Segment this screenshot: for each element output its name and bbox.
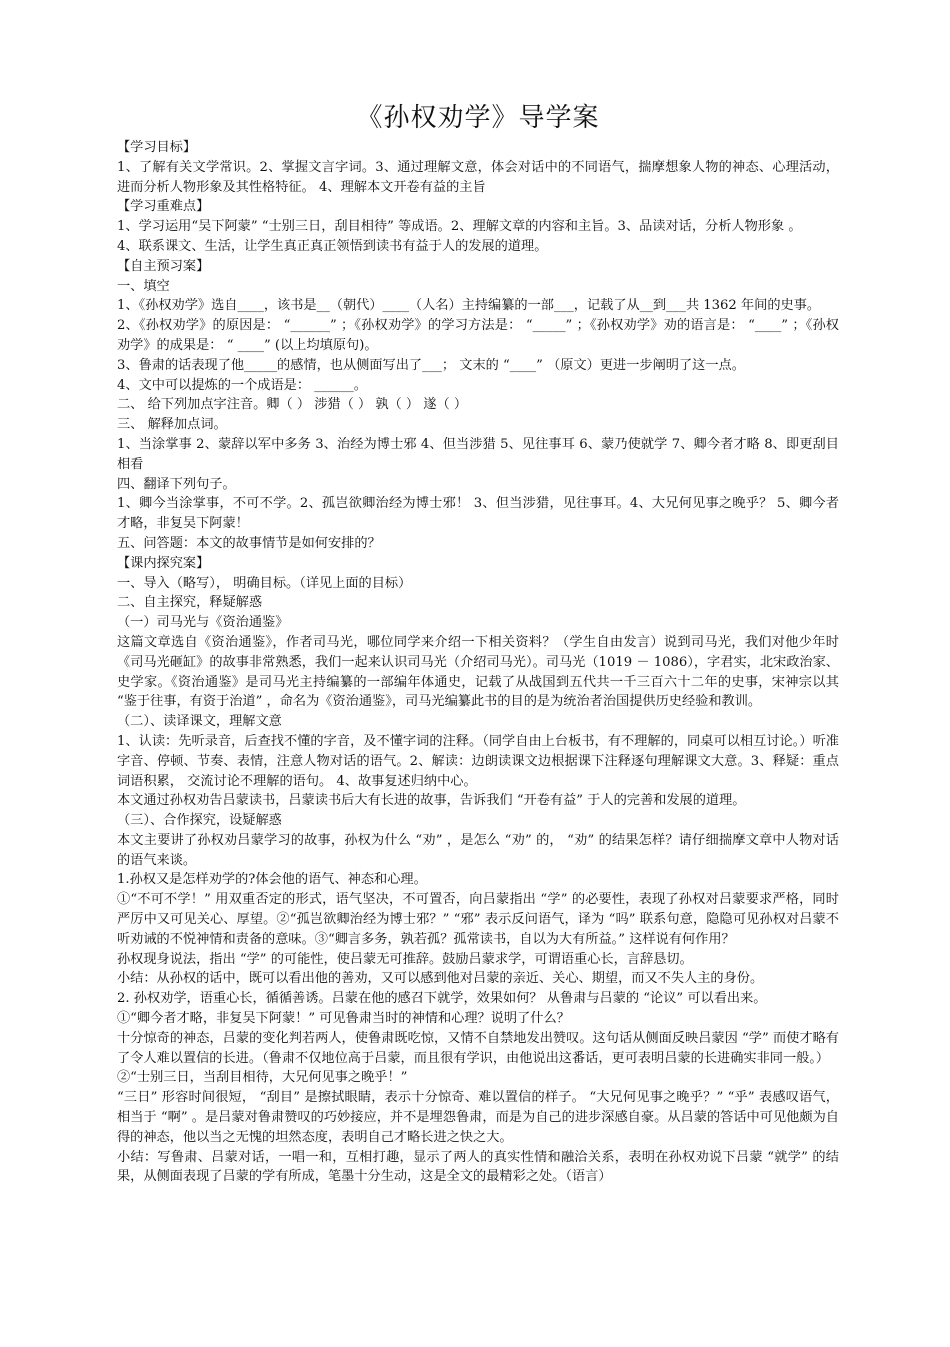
heading-key-points: 【学习重难点】 [117, 199, 210, 215]
paragraph: 这篇文章选自《资治通鉴》，作者司马光，哪位同学来介绍一下相关资料？（学生自由发言）说到司马光，我们对他少年时《司马光砸缸》的故事非常熟悉，我们一起来认识司马光（介绍司马光）。司马光（1019 － 1086），字君实，北宋政治家、史学家。《资治通鉴》是司马光主持编纂的一部编年体通史，记载了从战国到五代共一千三百六十二年的史事，宋神宗以其 “鉴于往事，有资于治道” ，命名为《资治通鉴》，司马光编纂此书的目的是为统治者治国提供历史经验和教训。 [117, 634, 839, 710]
heading-self-preview: 【自主预习案】 [117, 258, 210, 274]
section-heading: 四、翻译下列句子。 [117, 476, 236, 492]
section-heading: 三、 解释加点词。 [117, 417, 227, 433]
paragraph: 本文主要讲了孙权劝吕蒙学习的故事，孙权为什么 “劝” ，是怎么 “劝” 的， “劝” 的结果怎样？请仔细揣摩文章中人物对话的语气来谈。 [117, 832, 839, 868]
paragraph: 1、认读：先听录音，后查找不懂的字音，及不懂字词的注释。（同学自由上台板书，有不理解的，同桌可以相互讨论。）听准字音、停顿、节奏、表情，注意人物对话的语气。2、解读：边朗读课文边根据课下注释逐句理解课文大意。3、释疑：重点词语积累， 交流讨论不理解的语句。 4、故事复述归纳中心。 [117, 733, 839, 789]
paragraph: 3、鲁肃的话表现了他_____的感情，也从侧面写出了___； 文末的 “____” （原文）更进一步阐明了这一点。 [117, 357, 745, 373]
paragraph: 1、了解有关文学常识。2、掌握文言字词。3、通过理解文意，体会对话中的不同语气，揣摩想象人物的神态、心理活动，进而分析人物形象及其性格特征。 4、理解本文开卷有益的主旨 [117, 159, 839, 195]
section-heading: 一、导入（略写）， 明确目标。（详见上面的目标） [117, 575, 412, 591]
paragraph: 2、《孙权劝学》的原因是： “______” ；《孙权劝学》的学习方法是： “_____” ；《孙权劝学》劝的语言是： “____” ；《孙权劝学》的成果是： “ ____” (以上均填原句)。 [117, 318, 839, 353]
paragraph: 本文通过孙权劝告吕蒙读书，吕蒙读书后大有长进的故事，告诉我们 “开卷有益” 于人的完善和发展的道理。 [117, 793, 746, 809]
document-page [117, 98, 839, 1187]
sub-heading: （二）、读译课文，理解文意 [117, 714, 282, 730]
paragraph: 1、当涂掌事 2、蒙辞以军中多务 3、治经为博士邪 4、但当涉猎 5、见往事耳 6、蒙乃使就学 7、卿今者才略 8、即更刮目相看 [117, 436, 839, 472]
document-body [117, 138, 839, 1187]
section-heading: 二、 给下列加点字注音。卿（ ） 涉猎（ ） 孰（ ） 遂（ ） [117, 397, 468, 413]
paragraph: ②“士别三日，当刮目相待，大兄何见事之晚乎！” [117, 1070, 408, 1086]
heading-learning-goals: 【学习目标】 [117, 140, 197, 155]
paragraph: 小结：从孙权的话中，既可以看出他的善劝，又可以感到他对吕蒙的亲近、关心、期望，而又不失人主的身份。 [117, 971, 764, 987]
sub-heading: （三）、合作探究，设疑解惑 [117, 813, 282, 829]
heading-in-class: 【课内探究案】 [117, 555, 210, 571]
paragraph: 1、《孙权劝学》选自____，该书是__（朝代）____（人名）主持编纂的一部___，记载了从__到___共 1362 年间的史事。 [117, 298, 821, 314]
paragraph: 孙权现身说法，指出 “学” 的可能性，使吕蒙无可推辞。鼓励吕蒙求学，可谓语重心长，言辞恳切。 [117, 951, 693, 967]
paragraph: 1.孙权又是怎样劝学的?体会他的语气、神态和心理。 [117, 872, 427, 888]
paragraph: 1、学习运用“吴下阿蒙” “士别三日，刮目相待” 等成语。2、理解文章的内容和主旨。3、品读对话，分析人物形象 。 [117, 219, 802, 235]
sub-heading: （一）司马光与《资治通鉴》 [117, 615, 289, 631]
section-heading: 五、问答题：本文的故事情节是如何安排的？ [117, 535, 381, 551]
paragraph: 4、联系课文、生活，让学生真正真正领悟到读书有益于人的发展的道理。 [117, 238, 548, 254]
section-heading: 一、填空 [117, 278, 170, 294]
section-heading: 二、自主探究，释疑解惑 [117, 595, 263, 611]
document-title: 《孙权劝学》导学案 [356, 103, 600, 133]
paragraph: 2. 孙权劝学，语重心长，循循善诱。吕蒙在他的感召下就学，效果如何？ 从鲁肃与吕蒙的 “论议” 可以看出来。 [117, 991, 767, 1007]
paragraph: 4、文中可以提炼的一个成语是： ______。 [117, 377, 367, 393]
paragraph: 1、卿今当涂掌事，不可不学。2、孤岂欲卿治经为博士邪！ 3、但当涉猎，见往事耳。4、大兄何见事之晚乎？ 5、卿今者才略，非复吴下阿蒙！ [117, 496, 839, 532]
paragraph: 小结：写鲁肃、吕蒙对话，一唱一和，互相打趣，显示了两人的真实性情和融洽关系，表明在孙权劝说下吕蒙 “就学” 的结果，从侧面表现了吕蒙的学有所成，笔墨十分生动，这是全文的最精彩之处。（语言） [117, 1149, 839, 1185]
paragraph: ①“不可不学！” 用双重否定的形式，语气坚决，不可置否，向吕蒙指出 “学” 的必要性，表现了孙权对吕蒙要求严格，同时严厉中又可见关心、厚望。②“孤岂欲卿治经为博士邪？” “邪” 表示反问语气，译为 “吗” 联系句意，隐隐可见孙权对吕蒙不听劝诫的不悦神情和责备的意味。③“卿言多务，孰若孤？孤常读书，自以为大有所益。” 这样说有何作用？ [117, 892, 839, 947]
paragraph: “三日” 形容时间很短， “刮目” 是擦拭眼睛，表示十分惊奇、难以置信的样子。 “大兄何见事之晚乎？” “乎” 表感叹语气，相当于 “啊” 。是吕蒙对鲁肃赞叹的巧妙接应，并不是埋怨鲁肃，而是为自己的进步深感自豪。从吕蒙的答话中可见他颇为自得的神态，他以当之无愧的坦然态度，表明自己才略长进之快之大。 [117, 1090, 839, 1145]
paragraph: ①“卿今者才略，非复吴下阿蒙！” 可见鲁肃当时的神情和心理？说明了什么？ [117, 1011, 570, 1027]
paragraph: 十分惊奇的神态，吕蒙的变化判若两人，使鲁肃既吃惊，又情不自禁地发出赞叹。这句话从侧面反映吕蒙因 “学” 而使才略有了令人难以置信的长进。（鲁肃不仅地位高于吕蒙，而且很有学识，由他说出这番话，更可表明吕蒙的长进确实非同一般。） [117, 1030, 839, 1066]
